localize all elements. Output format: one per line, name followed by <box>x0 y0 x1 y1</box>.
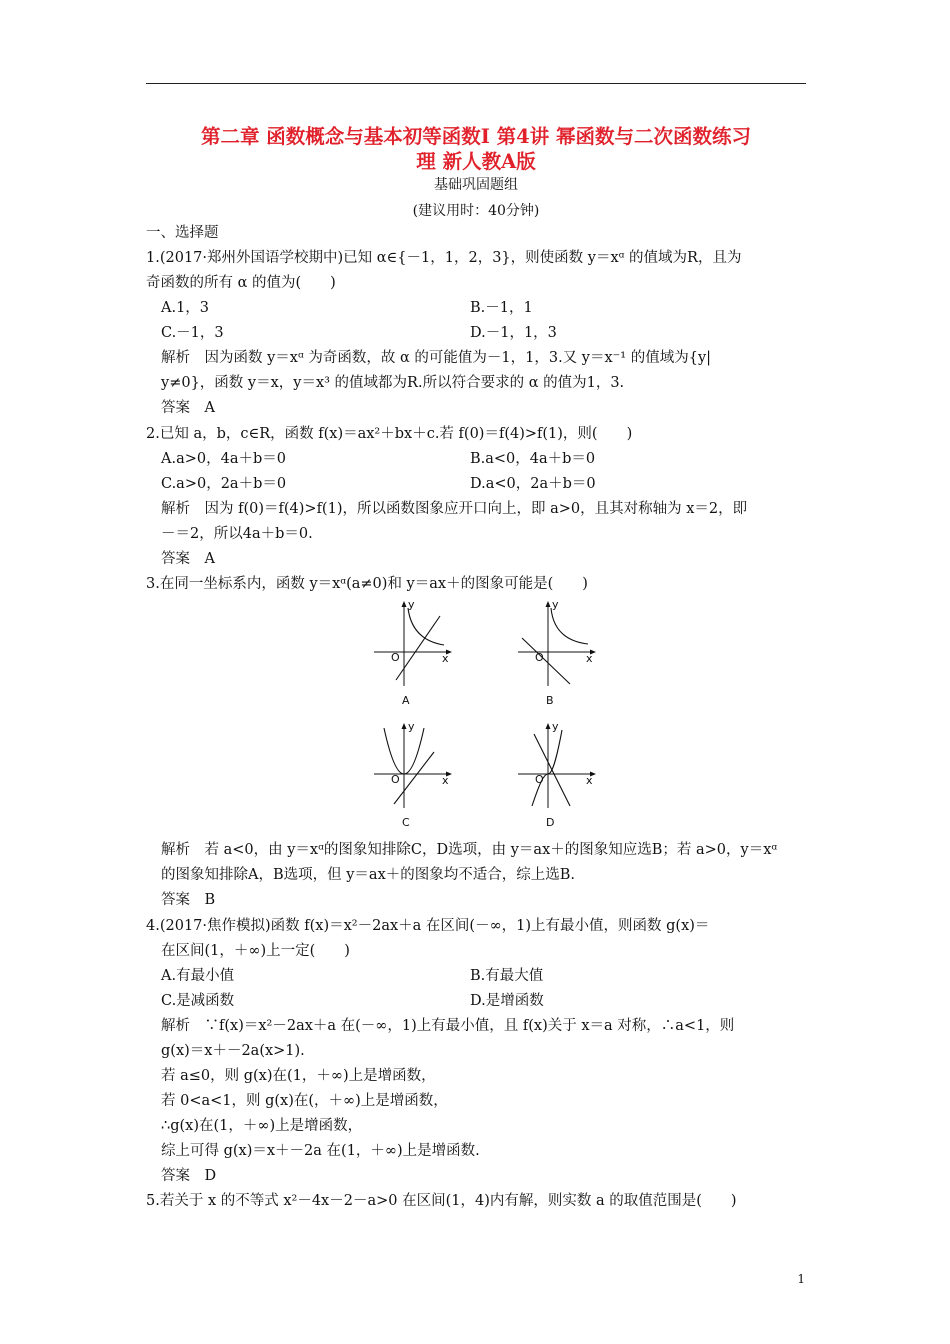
q1-explanation-line-1: 解析 因为函数 y＝xᵅ 为奇函数，故 α 的可能值为－1，1，3.又 y＝x⁻¹ 的值域为{y| <box>161 350 712 366</box>
q3-figure-b <box>516 598 598 707</box>
section-heading: 一、选择题 <box>146 225 219 241</box>
q4-option-a: A.有最小值 <box>161 968 235 984</box>
q3-figure-a-label: A <box>402 694 410 707</box>
q3-figure-b-origin-label: O <box>535 651 544 664</box>
q2-explanation-line-1: 解析 因为 f(0)＝f(4)>f(1)，所以函数图象应开口向上，即 a>0，且其对称轴为 x＝2，即 <box>161 501 748 517</box>
q4-stem-line-1: 4.(2017·焦作模拟)函数 f(x)＝x²－2ax＋a 在区间(－∞，1)上有最小值，则函数 g(x)＝ <box>146 918 710 934</box>
q3-figure-d-x-label: x <box>586 774 593 787</box>
q2-option-a: A.a>0，4a＋b＝0 <box>161 451 286 467</box>
q3-figure-d-y-label: y <box>552 720 559 733</box>
q3-stem: 3.在同一坐标系内，函数 y＝xᵅ(a≠0)和 y＝ax＋的图象可能是( ) <box>146 576 588 592</box>
q1-option-b: B.－1，1 <box>470 300 533 316</box>
q1-option-a: A.1，3 <box>161 300 210 316</box>
q4-explanation-line-4: 若 0<a<1，则 g(x)在(，＋∞)上是增函数， <box>161 1093 448 1109</box>
q2-option-b: B.a<0，4a＋b＝0 <box>470 451 596 467</box>
q3-figure-a-x-label: x <box>442 652 449 665</box>
q1-explanation-line-2: y≠0}，函数 y＝x，y＝x³ 的值域都为R.所以符合要求的 α 的值为1，3. <box>161 375 625 391</box>
title-line-1: 第二章 函数概念与基本初等函数Ⅰ 第4讲 幂函数与二次函数练习 <box>200 125 752 148</box>
title-line-2: 理 新人教A版 <box>416 150 536 173</box>
q1-answer: 答案 A <box>161 400 215 416</box>
q3-figure-c-x-label: x <box>442 774 449 787</box>
q3-figure-c-label: C <box>402 816 410 829</box>
q4-stem-line-2: 在区间(1，＋∞)上一定( ) <box>161 943 350 959</box>
q4-explanation-line-6: 综上可得 g(x)＝x＋－2a 在(1，＋∞)上是增函数. <box>161 1143 480 1159</box>
q3-figure-b-y-label: y <box>552 598 559 611</box>
q2-option-c: C.a>0，2a＋b＝0 <box>161 476 287 492</box>
q3-figure-c <box>372 720 454 829</box>
q3-figure-d-origin-label: O <box>535 773 544 786</box>
page-title <box>146 124 806 174</box>
q1-option-d: D.－1，1，3 <box>470 325 557 341</box>
q3-explanation-line-1: 解析 若 a<0，由 y＝xᵅ的图象知排除C，D选项，由 y＝ax＋的图象知应选B；若 a>0，y＝xᵅ <box>161 842 778 858</box>
header-rule <box>146 83 806 84</box>
q4-explanation-line-5: ∴g(x)在(1，＋∞)上是增函数， <box>161 1118 363 1134</box>
q3-figure-c-y-label: y <box>408 720 415 733</box>
q4-explanation-line-1: 解析 ∵f(x)＝x²－2ax＋a 在(－∞，1)上有最小值，且 f(x)关于 x＝a 对称，∴a<1，则 <box>161 1018 735 1034</box>
q2-option-d: D.a<0，2a＋b＝0 <box>470 476 596 492</box>
page-number: 1 <box>797 1272 805 1286</box>
q4-option-d: D.是增函数 <box>470 993 544 1009</box>
q2-explanation-line-2: －＝2，所以4a＋b＝0. <box>161 526 313 542</box>
q3-explanation-line-2: 的图象知排除A，B选项，但 y＝ax＋的图象均不适合，综上选B. <box>161 867 576 883</box>
q3-figure-a <box>372 598 454 707</box>
q3-figure-b-x-label: x <box>586 652 593 665</box>
q1-stem-line-1: 1.(2017·郑州外国语学校期中)已知 α∈{－1，1，2，3}，则使函数 y＝xᵅ 的值域为R，且为 <box>146 250 742 266</box>
q4-option-c: C.是减函数 <box>161 993 235 1009</box>
q4-answer: 答案 D <box>161 1168 217 1184</box>
q4-option-b: B.有最大值 <box>470 968 544 984</box>
q3-figure-a-origin-label: O <box>391 651 400 664</box>
q4-explanation-line-3: 若 a≤0，则 g(x)在(1，＋∞)上是增函数， <box>161 1068 436 1084</box>
q2-stem: 2.已知 a，b，c∈R，函数 f(x)＝ax²＋bx＋c.若 f(0)＝f(4)>f(1)，则( ) <box>146 426 633 442</box>
q3-figure-c-origin-label: O <box>391 773 400 786</box>
q4-explanation-line-2: g(x)＝x＋－2a(x>1). <box>161 1043 305 1059</box>
q3-answer: 答案 B <box>161 892 216 908</box>
subtitle: 基础巩固题组 <box>434 177 518 193</box>
q3-figure-d <box>516 720 598 829</box>
q3-figure-b-label: B <box>546 694 554 707</box>
q5-stem: 5.若关于 x 的不等式 x²－4x－2－a>0 在区间(1，4)内有解，则实数 a 的取值范围是( ) <box>146 1193 737 1209</box>
q2-answer: 答案 A <box>161 551 215 567</box>
q1-stem-line-2: 奇函数的所有 α 的值为( ) <box>146 275 336 291</box>
q3-figure-a-y-label: y <box>408 598 415 611</box>
q1-option-c: C.－1，3 <box>161 325 224 341</box>
q3-figure-d-label: D <box>546 816 555 829</box>
time-note: (建议用时：40分钟) <box>412 203 540 219</box>
